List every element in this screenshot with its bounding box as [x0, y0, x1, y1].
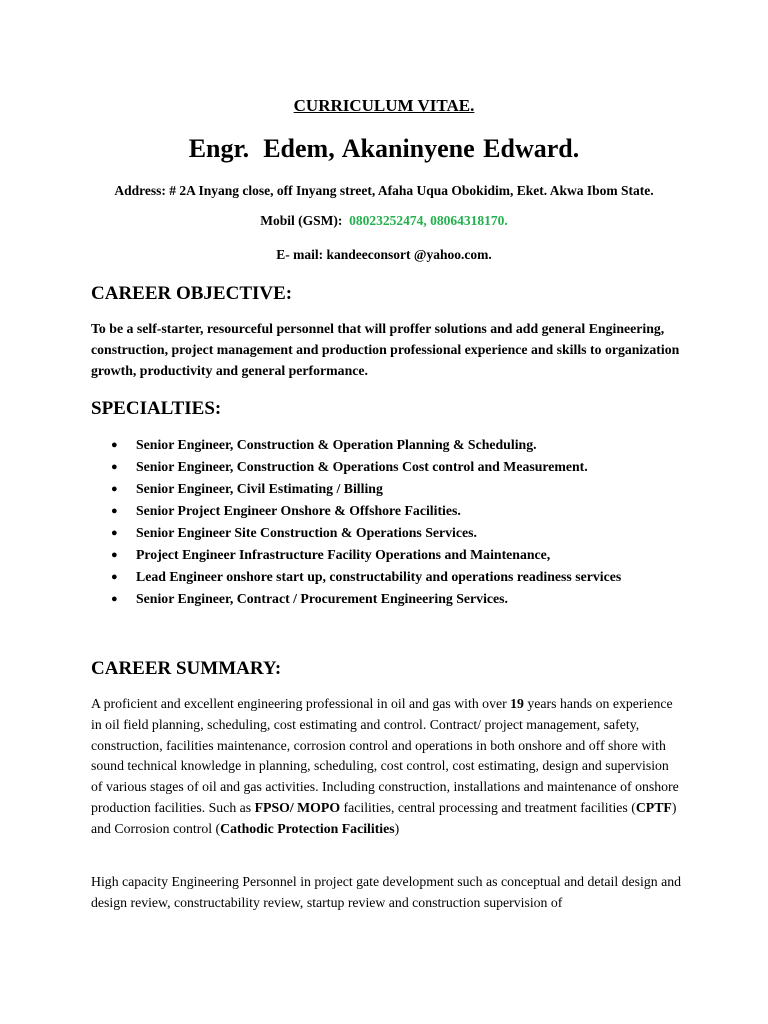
- cathodic-highlight: Cathodic Protection Facilities: [220, 820, 395, 836]
- bullet-icon: ●: [111, 483, 118, 495]
- specialties-list: [111, 434, 711, 610]
- bullet-icon: ●: [111, 593, 118, 605]
- phone-label: Mobil (GSM):: [260, 213, 343, 228]
- list-item: [111, 500, 711, 522]
- specialty-text: Senior Engineer Site Construction & Operations Services.: [136, 525, 477, 540]
- list-item: [111, 566, 711, 588]
- specialty-text: Senior Engineer, Contract / Procurement Engineering Services.: [136, 591, 508, 606]
- list-item: [111, 522, 711, 544]
- phone-line: [0, 213, 768, 229]
- summary-text: A proficient and excellent engineering professional in oil and gas with over: [91, 696, 511, 711]
- list-item: [111, 434, 711, 456]
- list-item: [111, 588, 711, 610]
- specialties-heading: SPECIALTIES:: [91, 398, 222, 419]
- bullet-icon: ●: [111, 549, 118, 561]
- career-summary-heading: CAREER SUMMARY:: [91, 658, 282, 679]
- career-summary-paragraph-1: [91, 694, 683, 840]
- summary-text: ): [394, 820, 400, 836]
- bullet-icon: ●: [111, 527, 118, 539]
- career-objective-text: To be a self-starter, resourceful personnel that will proffer solutions and add general Engineering, construction, project management and production professional experience and skills to organization growth, productivity and general performance.: [91, 321, 680, 378]
- summary-text: ) and Corrosion control (: [91, 799, 677, 836]
- specialty-text: Senior Engineer, Construction & Operations Cost control and Measurement.: [136, 459, 588, 474]
- fpso-highlight: FPSO/ MOPO: [254, 799, 341, 815]
- bullet-icon: ●: [111, 461, 118, 473]
- career-summary-paragraph-2: High capacity Engineering Personnel in project gate development such as conceptual and detail design and design review, constructability review, startup review and construction supervision of: [91, 874, 682, 910]
- summary-text: years hands on experience in oil field planning, scheduling, cost estimating and control. Contract/ project management, safety, construction, facilities maintenance, corrosion control and operations in both onshore and off shore with sound technical knowledge in planning, scheduling, cost control, cost estimating, design and supervision of various stages of oil and gas activities. Including construction, installations and maintenance of onshore production facilities. Such as: [91, 696, 679, 815]
- bullet-icon: ●: [111, 439, 118, 451]
- document-title: CURRICULUM VITAE.: [293, 96, 475, 115]
- list-item: [111, 478, 711, 500]
- specialty-text: Senior Engineer, Civil Estimating / Billing: [136, 481, 383, 496]
- bullet-icon: ●: [111, 571, 118, 583]
- list-item: [111, 456, 711, 478]
- specialty-text: Senior Engineer, Construction & Operation Planning & Scheduling.: [136, 437, 537, 452]
- specialty-text: Project Engineer Infrastructure Facility Operations and Maintenance,: [136, 547, 551, 562]
- summary-text: facilities, central processing and treatment facilities (: [340, 799, 636, 815]
- years-highlight: 19: [510, 696, 524, 711]
- address-line: Address: # 2A Inyang close, off Inyang street, Afaha Uqua Obokidim, Eket. Akwa Ibom State.: [114, 183, 654, 198]
- list-item: [111, 544, 711, 566]
- cptf-highlight: CPTF: [635, 799, 672, 815]
- email-line: E- mail: kandeeconsort @yahoo.com.: [276, 247, 492, 262]
- bullet-icon: ●: [111, 505, 118, 517]
- phone-numbers: 08023252474, 08064318170.: [349, 213, 508, 228]
- specialty-text: Senior Project Engineer Onshore & Offshore Facilities.: [136, 503, 461, 518]
- name-text: Edem, Akaninyene Edward.: [263, 134, 580, 163]
- name-prefix: Engr.: [188, 134, 250, 163]
- career-objective-heading: CAREER OBJECTIVE:: [91, 283, 293, 304]
- candidate-name: [0, 134, 768, 164]
- specialty-text: Lead Engineer onshore start up, constructability and operations readiness services: [136, 569, 622, 584]
